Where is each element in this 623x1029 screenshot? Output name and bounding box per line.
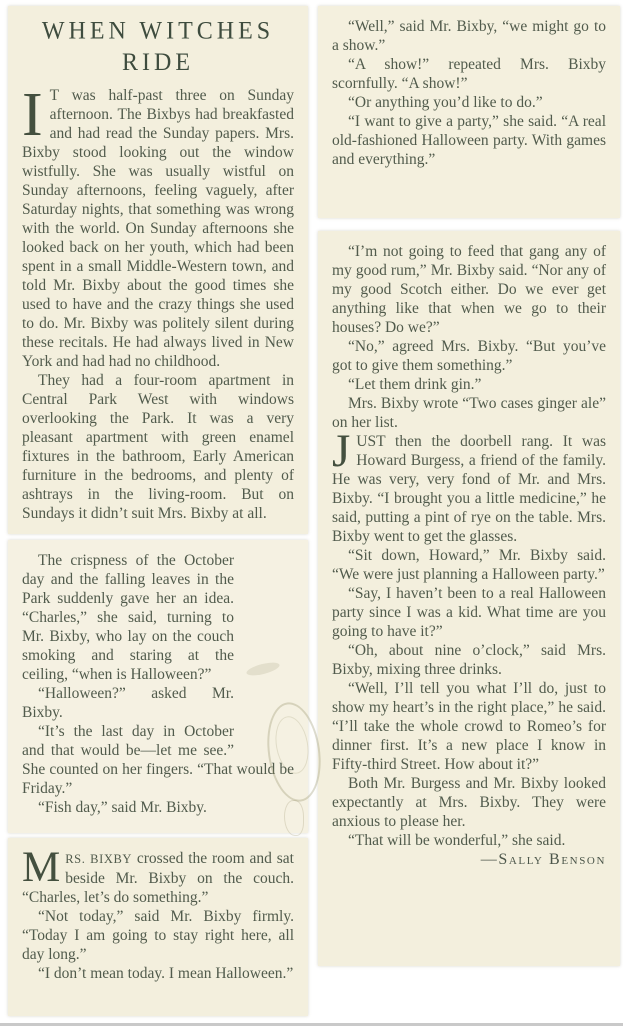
paragraph: “That will be wonderful,” she said. <box>348 832 566 849</box>
paragraph: Both Mr. Burgess and Mr. Bixby looked expectantly at Mrs. Bixby. They were anxious to please her. <box>332 775 606 830</box>
paragraph: “Say, I haven’t been to a real Halloween party since I was a kid. What time are you going to have it?” <box>332 585 606 640</box>
paragraph: “Well, I’ll tell you what I’ll do, just to show my heart’s in the right place,” he said. “I’ll take the whole crowd to Romeo’s for dinner first. It’s a new place I know in Fifty-third Street. How about it?” <box>332 680 606 773</box>
story-title: WHEN WITCHES RIDE <box>41 17 275 77</box>
paragraph-text: crossed the room and sat beside Mr. Bixby on the couch. “Charles, let’s do something.” <box>22 850 294 906</box>
clipping-left-3 <box>8 838 308 1016</box>
drop-cap-i: I <box>22 81 43 149</box>
paragraph: “Let them drink gin.” <box>348 376 482 393</box>
paragraph: “I’m not going to feed that gang any of my good rum,” Mr. Bixby said. “Nor any of my good Scotch either. Do we ever get anything like that when we go to their houses? Do we?” <box>332 243 606 336</box>
page-bottom-rule <box>0 1023 623 1026</box>
drop-cap-j: J <box>332 425 351 477</box>
paragraph: The crispness of the October day and the falling leaves in the Park suddenly gave her an idea. “Charles,” she said, turning to Mr. Bixby, who lay on the couch smoking and staring at the ceiling, “when is Halloween?” <box>22 552 234 683</box>
paragraph: “A show!” repeated Mrs. Bixby scornfully. “A show!” <box>332 56 606 92</box>
clipping-left-1 <box>8 6 308 534</box>
paragraph <box>22 81 294 371</box>
clipping-right-1 <box>318 6 620 218</box>
drop-cap-m: M <box>22 844 61 891</box>
clipping-left-2 <box>8 540 308 833</box>
paragraph: “Halloween?” asked Mr. Bixby. <box>22 685 234 721</box>
caps-lead: UST <box>356 433 386 450</box>
stamp-mark-tail <box>284 800 304 836</box>
paragraph: “Sit down, Howard,” Mr. Bixby said. “We were just planning a Halloween party.” <box>332 547 606 583</box>
small-caps-lead: RS. BIXBY <box>65 852 133 866</box>
paragraph-text: T was half-past three on Sunday afternoon. The Bixbys had breakfasted and had read the Sunday papers. Mrs. Bixby stood looking out the window wistfully. She was usually wistful on Sunday afternoons, feeling vaguely, after Saturday nights, that something was wrong with the world. On Sunday afternoons she looked back on her youth, which had been spent in a small Middle-Western town, and told Mr. Bixby about the good times she used to have and the crazy things she used to do. Mr. Bixby was politely silent during these recitals. He had always lived in New York and had had no childhood. <box>22 87 294 370</box>
paragraph: “I want to give a party,” she said. “A real old-fashioned Halloween party. With games and everything.” <box>332 113 606 168</box>
paragraph-text: then the doorbell rang. It was Howard Burgess, a friend of the family. He was very, very fond of Mr. and Mrs. Bixby. “I brought you a little medicine,” he said, putting a pint of rye on the table. Mrs. Bixby went to get the glasses. <box>332 433 606 545</box>
paragraph: “Not today,” said Mr. Bixby firmly. “Today I am going to stay right here, all day long.” <box>22 908 294 963</box>
paragraph: “Fish day,” said Mr. Bixby. <box>38 799 207 816</box>
paragraph <box>22 844 294 907</box>
clipping-right-2 <box>318 231 620 966</box>
paragraph: “No,” agreed Mrs. Bixby. “But you’ve got to give them something.” <box>332 338 606 374</box>
byline: —Sally Benson <box>480 851 606 868</box>
paragraph <box>332 425 606 546</box>
paragraph: “Or anything you’d like to do.” <box>348 94 543 111</box>
paragraph: “It’s the last day in October and that would be—let me see.” She counted on her fingers. “That would be Friday.” <box>22 723 294 797</box>
paragraph: They had a four-room apartment in Central Park West with windows overlooking the Park. It was a very pleasant apartment with green enamel fixtures in the bathroom, Early American furniture in the bedrooms, and plenty of ashtrays in the living-room. But on Sundays it didn’t suit Mrs. Bixby at all. <box>22 372 294 522</box>
paragraph: “I don’t mean today. I mean Halloween.” <box>38 965 294 982</box>
paragraph: Mrs. Bixby wrote “Two cases ginger ale” on her list. <box>332 395 606 431</box>
paragraph: “Oh, about nine o’clock,” said Mrs. Bixby, mixing three drinks. <box>332 642 606 678</box>
paragraph: “Well,” said Mr. Bixby, “we might go to a show.” <box>332 18 606 54</box>
